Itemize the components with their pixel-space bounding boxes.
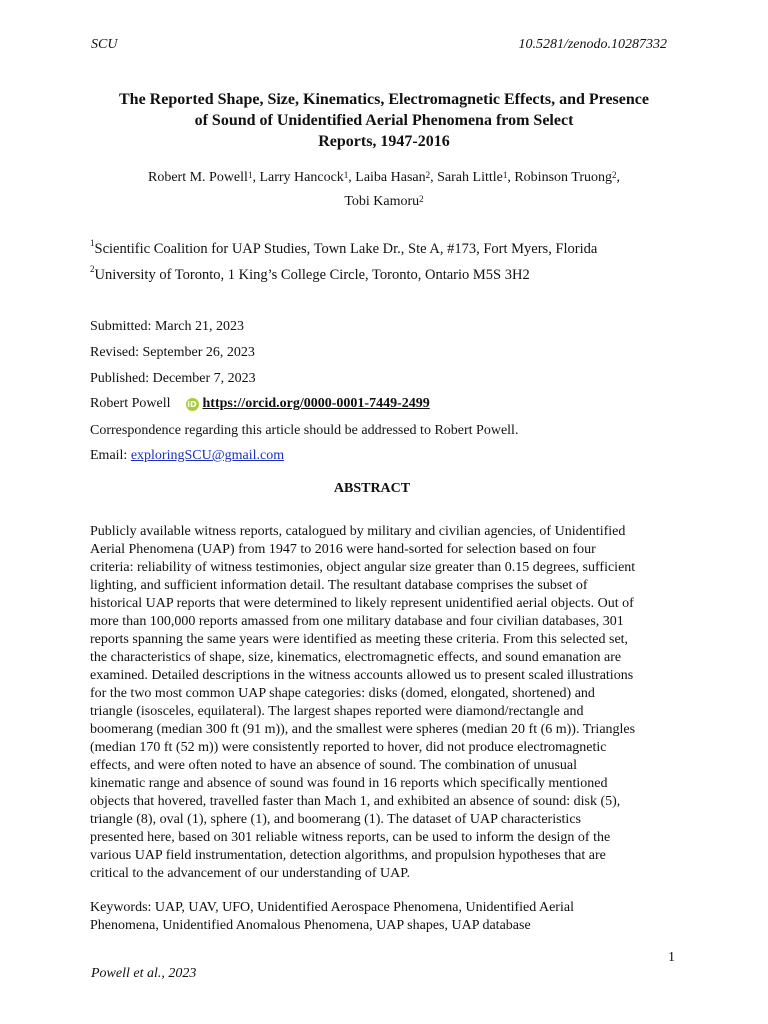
abstract-line: historical UAP reports that were determined to likely represent unidentified aerial objects. Out of xyxy=(90,596,634,611)
author-affiliation-mark: 2 xyxy=(419,194,424,204)
abstract-line: Aerial Phenomena (UAP) from 1947 to 2016 were hand-sorted for selection based on four xyxy=(90,542,596,557)
abstract-line: critical to the advancement of our understanding of UAP. xyxy=(90,866,410,881)
author-affiliation-mark: 2 xyxy=(425,170,431,180)
abstract-heading: ABSTRACT xyxy=(333,481,411,496)
title-line: of Sound of Unidentified Aerial Phenomena from Select xyxy=(194,112,574,129)
orcid-link[interactable]: https://orcid.org/0000-0001-7449-2499 xyxy=(202,396,430,411)
author-line-1 xyxy=(60,166,708,190)
orcid-author-name: Robert Powell xyxy=(90,396,171,411)
abstract-line: lighting, and sufficient information detail. The resultant database comprises the subset of xyxy=(90,578,588,593)
abstract-line: reports spanning the same years were identified as meeting these criteria. From this selected set, xyxy=(90,632,629,647)
running-footer: Powell et al., 2023 xyxy=(91,966,197,981)
author-name: Larry Hancock xyxy=(259,170,344,185)
affiliation-1 xyxy=(90,238,598,258)
abstract-line: kinematic range and absence of sound was found in 16 reports which specifically mentioned xyxy=(90,776,608,791)
keywords-line: Keywords: UAP, UAV, UFO, Unidentified Aerospace Phenomena, Unidentified Aerial xyxy=(90,900,574,915)
correspondence-note: Correspondence regarding this article should be addressed to Robert Powell. xyxy=(90,423,519,438)
author-separator: , xyxy=(507,170,515,185)
author-name: Sarah Little xyxy=(437,170,503,185)
orcid-icon: iD xyxy=(187,399,197,409)
author-line-2 xyxy=(60,190,708,214)
abstract-line: boomerang (median 300 ft (91 m)), and the smallest were spheres (median 20 ft (6 m)). Triangles xyxy=(90,722,636,737)
title-line: The Reported Shape, Size, Kinematics, Electromagnetic Effects, and Presence xyxy=(119,91,649,108)
author-affiliation-mark: 1 xyxy=(247,170,253,180)
running-header-doi: 10.5281/zenodo.10287332 xyxy=(518,37,667,52)
orcid-line xyxy=(90,396,430,412)
email-label: Email: xyxy=(90,448,131,463)
author-separator: , xyxy=(252,170,260,185)
abstract-line: criteria: reliability of witness testimonies, object angular size greater than 0.15 degrees, sufficient xyxy=(90,560,636,575)
email-line xyxy=(90,448,284,464)
author-affiliation-mark: 1 xyxy=(502,170,508,180)
abstract-line: objects that hovered, travelled faster than Mach 1, and exhibited an absence of sound: disk (5), xyxy=(90,794,621,809)
affiliation-number: 1 xyxy=(90,238,95,248)
abstract-line: the characteristics of shape, size, kinematics, electromagnetic effects, and sound emanation are xyxy=(90,650,622,665)
revised-date: Revised: September 26, 2023 xyxy=(90,345,255,360)
author-affiliation-mark: 2 xyxy=(612,170,617,180)
affiliation-2 xyxy=(90,264,530,284)
affiliation-text: University of Toronto, 1 King’s College Circle, Toronto, Ontario M5S 3H2 xyxy=(94,267,530,283)
author-separator: , xyxy=(348,170,356,185)
abstract-line: Publicly available witness reports, catalogued by military and civilian agencies, of Unidentified xyxy=(90,524,626,539)
abstract-line: (median 170 ft (52 m)) were consistently reported to hover, did not produce electromagnetic xyxy=(90,740,607,755)
author-list xyxy=(60,166,708,214)
author-separator: , xyxy=(430,170,438,185)
abstract-line: triangle (isosceles, equilateral). The largest shapes reported were diamond/rectangle and xyxy=(90,704,584,719)
author-name: Tobi Kamoru xyxy=(344,194,420,209)
page-number: 1 xyxy=(668,950,675,965)
paper-title xyxy=(60,89,708,152)
abstract-body xyxy=(90,523,680,883)
abstract-line: effects, and were often noted to have an absence of sound. The combination of unusual xyxy=(90,758,577,773)
author-affiliation-mark: 1 xyxy=(343,170,349,180)
author-name: Robinson Truong xyxy=(514,170,612,185)
author-name: Robert M. Powell xyxy=(147,170,248,185)
keywords-line: Phenomena, Unidentified Anomalous Phenomena, UAP shapes, UAP database xyxy=(90,918,531,933)
published-date: Published: December 7, 2023 xyxy=(90,371,256,386)
keywords xyxy=(90,899,680,935)
abstract-line: presented here, based on 301 reliable witness reports, can be used to inform the design of the xyxy=(90,830,611,845)
running-header-journal: SCU xyxy=(91,37,118,52)
abstract-line: for the two most common UAP shape categories: disks (domed, elongated, shortened) and xyxy=(90,686,595,701)
abstract-line: examined. Detailed descriptions in the witness accounts allowed us to present scaled illustrations xyxy=(90,668,634,683)
affiliation-number: 2 xyxy=(90,264,95,274)
affiliation-text: Scientific Coalition for UAP Studies, Town Lake Dr., Ste A, #173, Fort Myers, Florida xyxy=(94,241,598,257)
abstract-line: more than 100,000 reports amassed from one military database and four civilian databases, 301 xyxy=(90,614,624,629)
author-name: Laiba Hasan xyxy=(355,170,426,185)
title-line: Reports, 1947-2016 xyxy=(318,133,450,150)
submitted-date: Submitted: March 21, 2023 xyxy=(90,319,244,334)
abstract-line: triangle (8), oval (1), sphere (1), and boomerang (1). The dataset of UAP characteristics xyxy=(90,812,581,827)
author-separator: , xyxy=(616,170,620,185)
email-link[interactable]: exploringSCU@gmail.com xyxy=(130,448,285,463)
abstract-line: various UAP field instrumentation, detection algorithms, and propulsion hypotheses that are xyxy=(90,848,606,863)
